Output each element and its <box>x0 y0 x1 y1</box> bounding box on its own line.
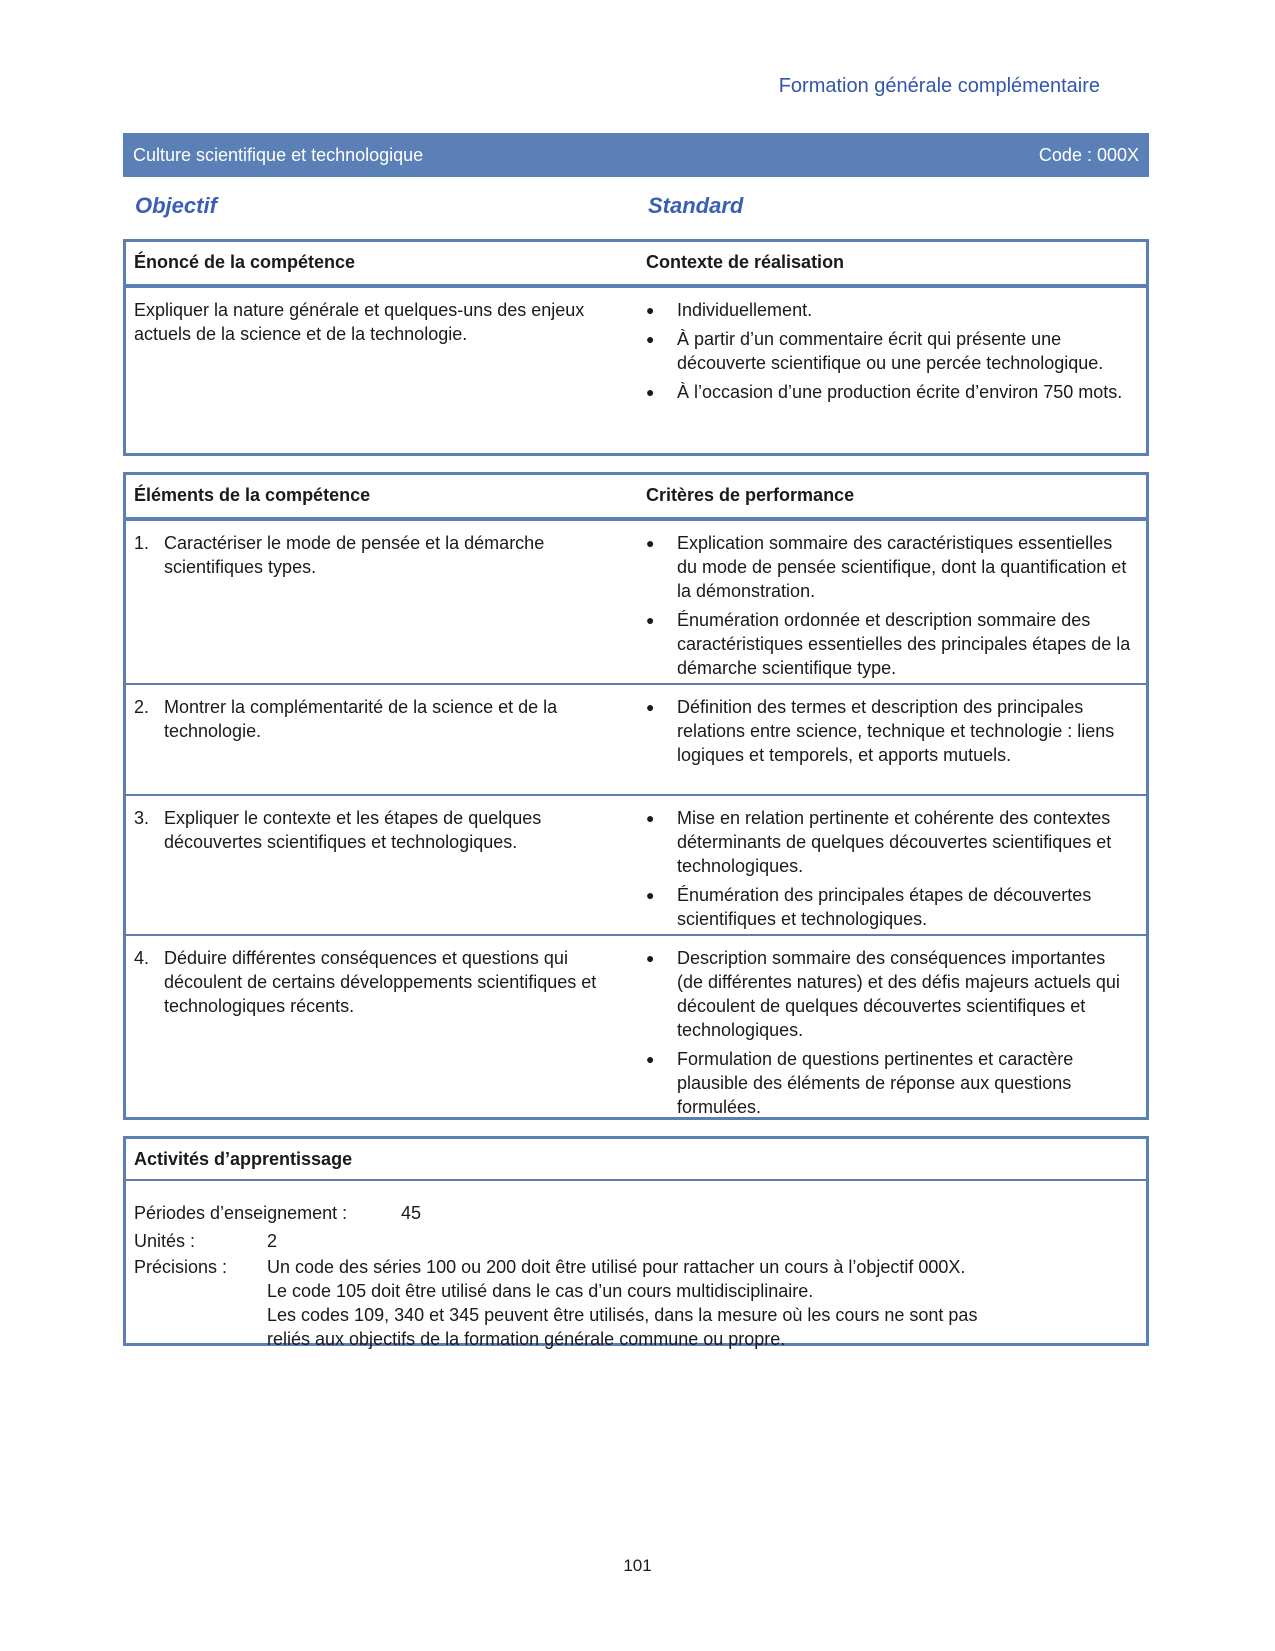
bullet-icon: ● <box>646 535 655 551</box>
bullet-icon: ● <box>646 950 655 966</box>
element-label: Caractériser le mode de pensée et la démarche scientifiques types. <box>164 533 545 577</box>
element-number: 2. <box>134 697 150 717</box>
precisions-label: Précisions : <box>134 1257 228 1277</box>
objective-label: Objectif <box>135 193 217 218</box>
running-header: Formation générale complémentaire <box>778 75 1100 97</box>
competence-statement-heading: Énoncé de la compétence <box>134 252 356 272</box>
competence-table <box>123 239 1149 456</box>
precision-line: Un code des séries 100 ou 200 doit être utilisé pour rattacher un cours à l’objectif 000X. <box>267 1257 966 1277</box>
elements-heading: Éléments de la compétence <box>134 485 371 505</box>
element-text <box>134 531 624 579</box>
element-text <box>134 695 624 743</box>
element-label: Déduire différentes conséquences et questions qui découlent de certains développements scientifiques et technologiques récents. <box>164 948 597 1016</box>
bullet-icon: ● <box>646 887 655 903</box>
competence-table-header <box>126 242 1146 286</box>
competence-row <box>126 286 1146 458</box>
page-number: 101 <box>623 1556 652 1575</box>
periods-value: 45 <box>401 1203 422 1223</box>
bullet-icon: ● <box>646 1051 655 1067</box>
course-title-bar <box>123 133 1149 177</box>
list-item: ● À partir d’un commentaire écrit qui présente une découverte scientifique ou une percée technologique. <box>646 329 1104 373</box>
list-item: ● Définition des termes et description des principales relations entre science, technique et technologie : liens logiques et temporels, et apports mutuels. <box>646 697 1115 765</box>
table-row <box>126 683 1146 794</box>
precision-line: reliés aux objectifs de la formation générale commune ou propre. <box>267 1329 786 1349</box>
standard-label: Standard <box>648 193 744 218</box>
precisions-text <box>267 1255 977 1351</box>
element-label: Expliquer le contexte et les étapes de quelques découvertes scientifiques et technologiques. <box>164 808 542 852</box>
element-number: 1. <box>134 533 150 553</box>
bullet-icon: ● <box>646 699 655 715</box>
list-item: ● Énumération ordonnée et description sommaire des caractéristiques essentielles des principales étapes de la démarche scientifique type. <box>646 610 1131 678</box>
bullet-icon: ● <box>646 612 655 628</box>
table-row <box>126 934 1146 1121</box>
bullet-icon: ● <box>646 331 655 347</box>
context-heading: Contexte de réalisation <box>646 252 845 272</box>
competence-statement-text: Expliquer la nature générale et quelques-uns des enjeux actuels de la science et de la technologie. <box>134 300 585 344</box>
activities-heading: Activités d’apprentissage <box>126 1139 1146 1181</box>
list-item: ● Description sommaire des conséquences importantes (de différentes natures) et des défis majeurs actuels qui découlent de quelques découvertes scientifiques et technologiques. <box>646 948 1120 1040</box>
precision-line: Le code 105 doit être utilisé dans le cas d’un cours multidisciplinaire. <box>267 1281 814 1301</box>
context-list <box>646 298 1136 409</box>
element-text <box>134 806 624 854</box>
criteria-heading: Critères de performance <box>646 485 855 505</box>
elements-table <box>123 472 1149 1120</box>
element-number: 3. <box>134 808 150 828</box>
bullet-icon: ● <box>646 302 655 318</box>
table-row <box>126 794 1146 934</box>
periods-label: Périodes d’enseignement : <box>134 1203 348 1223</box>
learning-activities <box>123 1136 1149 1349</box>
bullet-icon: ● <box>646 810 655 826</box>
units-label: Unités : <box>134 1231 196 1251</box>
elements-table-header <box>126 475 1146 519</box>
list-item: ● Explication sommaire des caractéristiques essentielles du mode de pensée scientifique, dont la quantification et la démonstration. <box>646 533 1127 601</box>
criteria-list <box>646 946 1136 1124</box>
precision-line: Les codes 109, 340 et 345 peuvent être utilisés, dans la mesure où les cours ne sont pas <box>267 1305 978 1325</box>
element-number: 4. <box>134 948 150 968</box>
criteria-list <box>646 695 1136 772</box>
list-item: ● Énumération des principales étapes de découvertes scientifiques et technologiques. <box>646 885 1092 929</box>
element-label: Montrer la complémentarité de la science et de la technologie. <box>164 697 558 741</box>
criteria-list <box>646 806 1136 936</box>
objective-standard-row <box>135 193 1145 223</box>
list-item: ● Formulation de questions pertinentes et caractère plausible des éléments de réponse aux questions formulées. <box>646 1049 1074 1117</box>
bullet-icon: ● <box>646 384 655 400</box>
table-row <box>126 519 1146 683</box>
course-code: Code : 000X <box>1038 144 1139 165</box>
units-value: 2 <box>267 1231 278 1251</box>
competence-statement <box>134 298 594 346</box>
element-text <box>134 946 624 1018</box>
criteria-list <box>646 531 1136 685</box>
list-item: ● À l’occasion d’une production écrite d’environ 750 mots. <box>646 382 1123 402</box>
course-title: Culture scientifique et technologique <box>133 144 424 165</box>
list-item: ● Individuellement. <box>646 300 813 320</box>
list-item: ● Mise en relation pertinente et cohérente des contextes déterminants de quelques découvertes scientifiques et technologiques. <box>646 808 1112 876</box>
